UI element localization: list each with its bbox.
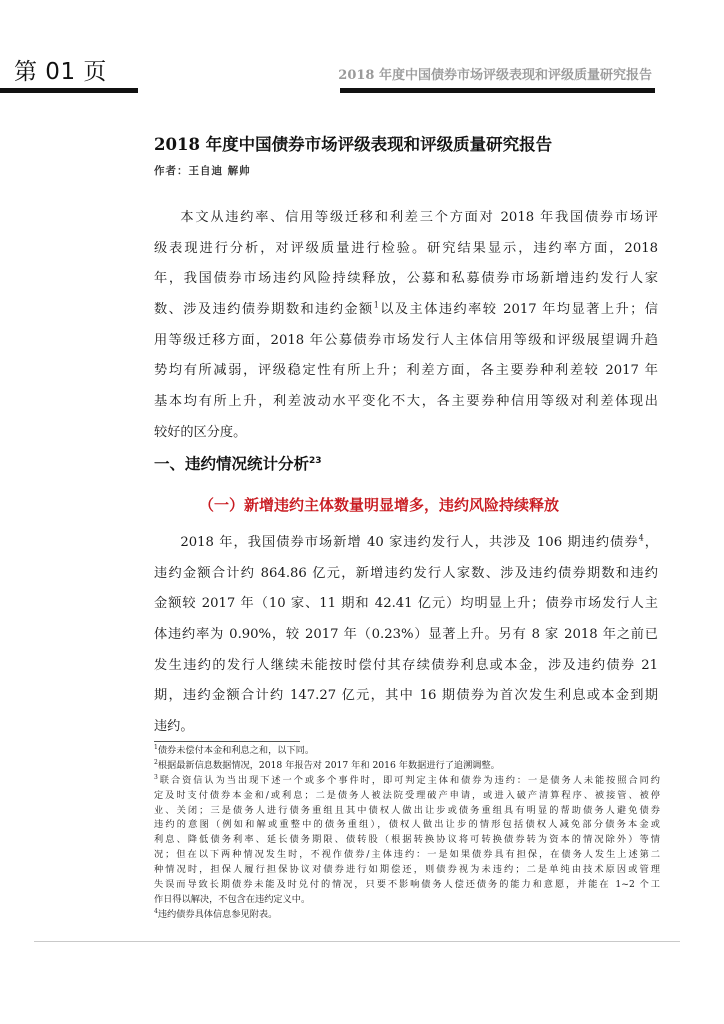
body-line: 违约。	[154, 719, 194, 735]
body-line	[154, 528, 658, 559]
abstract-line: 基本均有所上升，利差波动水平变化不大，各主要券种信用等级对利差体现出	[154, 394, 658, 410]
footnote-3-line: 定及时支付债券本金和/或利息；二是债务人被法院受理破产申请，或进入破产清算程序、被接管、被停	[154, 789, 660, 801]
running-header-title: 2018 年度中国债券市场评级表现和评级质量研究报告	[338, 68, 652, 83]
abstract-line: 势均有所减弱，评级稳定性有所上升；利差方面，各主要券种利差较 2017 年	[154, 363, 658, 379]
body-line: 违约金额合计约 864.86 亿元，新增违约发行人家数、涉及违约债券期数和违约	[154, 565, 658, 581]
footnote-3-line: 失误而导致长期债券未能及时兑付的情况，只要不影响债务人偿还债务的能力和意愿，并能在 1~2 个工	[154, 879, 660, 891]
page-number-label: 第 01 页	[14, 59, 107, 85]
body-line: 期，违约金额合计约 147.27 亿元，其中 16 期债券为首次发生利息或本金到期	[154, 688, 658, 704]
footnote-3-line: 况；但在以下两种情况发生时，不视作债券/主体违约：一是如果债券具有担保，在债务人发生上述第二	[154, 849, 660, 861]
footnote-3-line: 违约的意图（例如和解或重整中的债务重组），债权人做出让步的情形包括债权人减免部分债务本金或	[154, 819, 660, 831]
abstract-line: 级表现进行分析，对评级质量进行检验。研究结果显示，违约率方面，2018	[154, 240, 658, 256]
footnote-ref-1: 1	[373, 300, 379, 310]
footnote-text: 违约债券具体信息参见附表。	[157, 908, 278, 920]
footnote-text: 债券未偿付本金和利息之和，以下同。	[157, 745, 315, 756]
footnote-4	[154, 908, 660, 923]
footnote-number: 1	[154, 743, 158, 751]
footnote-3-line: 种情况时，担保人履行担保协议对债券进行如期偿还，则债券视为未违约；二是单纯由技术原因或管理	[154, 864, 660, 876]
footnote-3-line	[154, 774, 660, 789]
footer-rule	[34, 941, 680, 942]
body-line: 体违约率为 0.90%，较 2017 年（0.23%）显著上升。另有 8 家 2018 年之前已	[154, 627, 658, 643]
footnote-number: 2	[154, 758, 158, 766]
body-paragraph	[154, 528, 658, 743]
footnote-text: 联合资信认为当出现下述一个或多个事件时，即可判定主体和债券为违约：一是债务人未能按照合同约	[157, 774, 660, 786]
body-line-text: 2018 年，我国债券市场新增 40 家违约发行人，共涉及 106 期违约债券	[180, 535, 639, 550]
abstract-paragraph	[154, 203, 658, 449]
footnote-3-line: 业、关闭；三是债务人进行债务重组且其中债权人做出让步或债务重组具有明显的帮助债务人避免债券	[154, 804, 660, 816]
body-line: 金额较 2017 年（10 家、11 期和 42.41 亿元）均明显上升；债券市场发行人主	[154, 596, 658, 612]
subsection-heading: （一）新增违约主体数量明显增多，违约风险持续释放	[199, 496, 560, 514]
body-line-text: ，	[643, 535, 658, 550]
abstract-line: 年，我国债券市场违约风险持续释放，公募和私募债券市场新增违约发行人家	[154, 271, 658, 287]
footnote-ref-4: 4	[638, 533, 644, 543]
footnote-separator	[154, 741, 300, 742]
footnote-3-line: 利息、降低债务利率、延长债务期限、债转股（根据转换协议将可转换债券转为资本的情况除外）等情	[154, 834, 660, 846]
footnotes	[154, 744, 660, 923]
footnote-2	[154, 759, 660, 774]
abstract-line: 较好的区分度。	[154, 424, 247, 440]
footnote-3-line: 作日得以解决，不包含在违约定义中。	[154, 893, 311, 905]
footnote-1	[154, 744, 660, 759]
abstract-line-text: 数、涉及违约债券期数和违约金额	[154, 302, 374, 318]
abstract-line: 用等级迁移方面，2018 年公募债券市场发行人主体信用等级和评级展望调升趋	[154, 332, 658, 348]
header-bar-left	[0, 88, 138, 93]
abstract-line-text: 以及主体违约率较 2017 年均显著上升；信	[378, 302, 658, 318]
document-title: 2018 年度中国债券市场评级表现和评级质量研究报告	[154, 135, 553, 154]
body-line: 发生违约的发行人继续未能按时偿付其存续债券利息或本金，涉及违约债券 21	[154, 657, 658, 673]
footnote-text: 根据最新信息数据情况，2018 年报告对 2017 年和 2016 年数据进行了追溯调整。	[157, 759, 500, 771]
abstract-line	[154, 295, 658, 326]
footnote-ref-23: 23	[309, 455, 322, 466]
section-heading-text: 一、违约情况统计分析	[154, 455, 310, 473]
header-bar-right	[340, 88, 655, 93]
author-line: 作者：王自迪 解帅	[154, 165, 251, 177]
footnote-number: 3	[154, 773, 158, 781]
abstract-line: 本文从违约率、信用等级迁移和利差三个方面对 2018 年我国债券市场评	[180, 210, 658, 225]
section-heading	[154, 452, 322, 474]
footnote-number: 4	[154, 907, 158, 915]
